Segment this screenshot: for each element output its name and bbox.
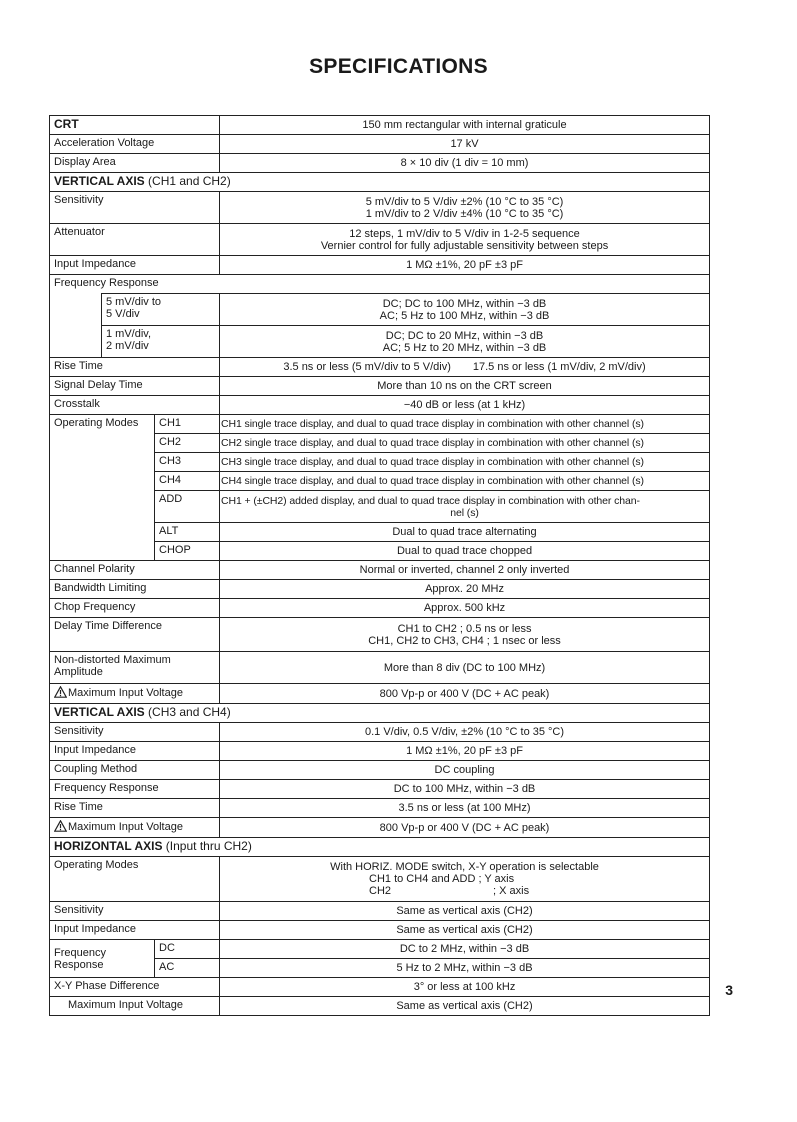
table-row	[50, 415, 710, 434]
spec-label: Attenuator	[50, 224, 220, 256]
spec-label: Signal Delay Time	[50, 377, 220, 396]
mode-name: CH2	[155, 434, 220, 453]
spec-label: Frequency Response	[50, 940, 155, 978]
spec-label: X-Y Phase Difference	[50, 978, 220, 997]
table-row	[50, 921, 710, 940]
table-row	[50, 618, 710, 652]
spec-label: Rise Time	[50, 799, 220, 818]
spec-label: Operating Modes	[50, 415, 155, 561]
spec-value: DC to 2 MHz, within −3 dB	[220, 940, 710, 959]
table-row	[50, 761, 710, 780]
spec-label: Maximum Input Voltage	[50, 684, 220, 704]
spec-value: Same as vertical axis (CH2)	[220, 921, 710, 940]
spec-value: With HORIZ. MODE switch, X-Y operation is selectable CH1 to CH4 and ADD ; Y axis CH2 ; X axis	[220, 857, 710, 902]
spec-value: CH1 to CH2 ; 0.5 ns or less CH1, CH2 to CH3, CH4 ; 1 nsec or less	[220, 618, 710, 652]
spec-value: 8 × 10 div (1 div = 10 mm)	[220, 154, 710, 173]
spec-value: DC; DC to 20 MHz, within −3 dB AC; 5 Hz to 20 MHz, within −3 dB	[220, 326, 710, 358]
table-row	[50, 599, 710, 618]
horizontal-axis-heading: HORIZONTAL AXIS (Input thru CH2)	[50, 838, 710, 857]
mode-value: Dual to quad trace chopped	[220, 542, 710, 561]
table-row	[50, 294, 710, 326]
spec-label: Sensitivity	[50, 902, 220, 921]
spec-value: Same as vertical axis (CH2)	[220, 902, 710, 921]
mode-value: CH2 single trace display, and dual to quad trace display in combination with other channel (s)	[220, 434, 710, 453]
mode-value: CH3 single trace display, and dual to quad trace display in combination with other channel (s)	[220, 453, 710, 472]
spec-label: Frequency Response	[50, 780, 220, 799]
spec-label: Sensitivity	[50, 723, 220, 742]
spec-label: Chop Frequency	[50, 599, 220, 618]
mode-value: CH1 + (±CH2) added display, and dual to quad trace display in combination with other chan- nel (s)	[220, 491, 710, 523]
mode-name: ADD	[155, 491, 220, 523]
mode-name: CH4	[155, 472, 220, 491]
spec-label: Delay Time Difference	[50, 618, 220, 652]
crt-heading: CRT	[50, 116, 220, 135]
spec-label: Rise Time	[50, 358, 220, 377]
mode-value: CH1 single trace display, and dual to quad trace display in combination with other channel (s)	[220, 415, 710, 434]
section-heading-row	[50, 173, 710, 192]
table-row	[50, 652, 710, 684]
table-row	[50, 978, 710, 997]
spec-label: Non-distorted Maximum Amplitude	[50, 652, 220, 684]
table-row	[50, 723, 710, 742]
mode-name: DC	[155, 940, 220, 959]
table-row	[50, 799, 710, 818]
warning-triangle-icon	[54, 820, 67, 835]
spec-value: More than 10 ns on the CRT screen	[220, 377, 710, 396]
table-row	[50, 275, 710, 294]
spec-label: Operating Modes	[50, 857, 220, 902]
spec-value: 800 Vp-p or 400 V (DC + AC peak)	[220, 818, 710, 838]
table-row	[50, 358, 710, 377]
mode-name: CHOP	[155, 542, 220, 561]
spec-value: 1 MΩ ±1%, 20 pF ±3 pF	[220, 742, 710, 761]
table-row	[50, 561, 710, 580]
spec-label: Acceleration Voltage	[50, 135, 220, 154]
table-row	[50, 940, 710, 959]
table-row	[50, 742, 710, 761]
spec-value: 3.5 ns or less (5 mV/div to 5 V/div) 17.5 ns or less (1 mV/div, 2 mV/div)	[220, 358, 710, 377]
spec-label: Crosstalk	[50, 396, 220, 415]
mode-name: CH1	[155, 415, 220, 434]
table-row	[50, 396, 710, 415]
spec-value: 800 Vp-p or 400 V (DC + AC peak)	[220, 684, 710, 704]
spec-value: 17 kV	[220, 135, 710, 154]
spacer-cell	[50, 294, 102, 358]
spec-value: 3° or less at 100 kHz	[220, 978, 710, 997]
vertical-axis-ch3-ch4-heading: VERTICAL AXIS (CH3 and CH4)	[50, 704, 710, 723]
table-row	[50, 192, 710, 224]
spec-label: Maximum Input Voltage	[50, 997, 220, 1016]
crt-heading-row	[50, 116, 710, 135]
table-row	[50, 818, 710, 838]
spec-value: More than 8 div (DC to 100 MHz)	[220, 652, 710, 684]
spec-value: 1 MΩ ±1%, 20 pF ±3 pF	[220, 256, 710, 275]
spec-label: Frequency Response	[50, 275, 710, 294]
spec-label: Input Impedance	[50, 742, 220, 761]
section-heading-row	[50, 704, 710, 723]
section-heading-row	[50, 838, 710, 857]
table-row	[50, 580, 710, 599]
spec-value: DC to 100 MHz, within −3 dB	[220, 780, 710, 799]
spec-label: Channel Polarity	[50, 561, 220, 580]
spec-label: Input Impedance	[50, 921, 220, 940]
spec-value: Approx. 20 MHz	[220, 580, 710, 599]
spec-value: 12 steps, 1 mV/div to 5 V/div in 1-2-5 sequence Vernier control for fully adjustable sensitivity between steps	[220, 224, 710, 256]
specifications-table	[49, 115, 710, 1016]
spec-label: Maximum Input Voltage	[50, 818, 220, 838]
spec-label: Sensitivity	[50, 192, 220, 224]
spec-value: Same as vertical axis (CH2)	[220, 997, 710, 1016]
spec-value: 5 Hz to 2 MHz, within −3 dB	[220, 959, 710, 978]
mode-value: Dual to quad trace alternating	[220, 523, 710, 542]
table-row	[50, 857, 710, 902]
mode-name: AC	[155, 959, 220, 978]
spec-value: −40 dB or less (at 1 kHz)	[220, 396, 710, 415]
spec-label: Input Impedance	[50, 256, 220, 275]
spec-value: DC coupling	[220, 761, 710, 780]
spec-value: 0.1 V/div, 0.5 V/div, ±2% (10 °C to 35 °C)	[220, 723, 710, 742]
mode-name: CH3	[155, 453, 220, 472]
spec-sublabel: 1 mV/div, 2 mV/div	[102, 326, 220, 358]
spec-value: DC; DC to 100 MHz, within −3 dB AC; 5 Hz to 100 MHz, within −3 dB	[220, 294, 710, 326]
spec-sublabel: 5 mV/div to 5 V/div	[102, 294, 220, 326]
spec-label: Display Area	[50, 154, 220, 173]
mode-value: CH4 single trace display, and dual to quad trace display in combination with other channel (s)	[220, 472, 710, 491]
table-row	[50, 224, 710, 256]
spec-label: Bandwidth Limiting	[50, 580, 220, 599]
spec-value: Approx. 500 kHz	[220, 599, 710, 618]
table-row	[50, 684, 710, 704]
mode-name: ALT	[155, 523, 220, 542]
vertical-axis-ch1-ch2-heading: VERTICAL AXIS (CH1 and CH2)	[50, 173, 710, 192]
table-row	[50, 902, 710, 921]
spec-value: 5 mV/div to 5 V/div ±2% (10 °C to 35 °C) 1 mV/div to 2 V/div ±4% (10 °C to 35 °C)	[220, 192, 710, 224]
spec-label: Coupling Method	[50, 761, 220, 780]
crt-heading-value: 150 mm rectangular with internal graticule	[220, 116, 710, 135]
table-row	[50, 377, 710, 396]
table-row	[50, 154, 710, 173]
page-title: SPECIFICATIONS	[309, 55, 488, 78]
warning-triangle-icon	[54, 686, 67, 701]
table-row	[50, 256, 710, 275]
page-number: 3	[725, 982, 733, 998]
table-row	[50, 135, 710, 154]
table-row	[50, 997, 710, 1016]
table-row	[50, 326, 710, 358]
spec-value: Normal or inverted, channel 2 only inverted	[220, 561, 710, 580]
table-row	[50, 780, 710, 799]
spec-value: 3.5 ns or less (at 100 MHz)	[220, 799, 710, 818]
